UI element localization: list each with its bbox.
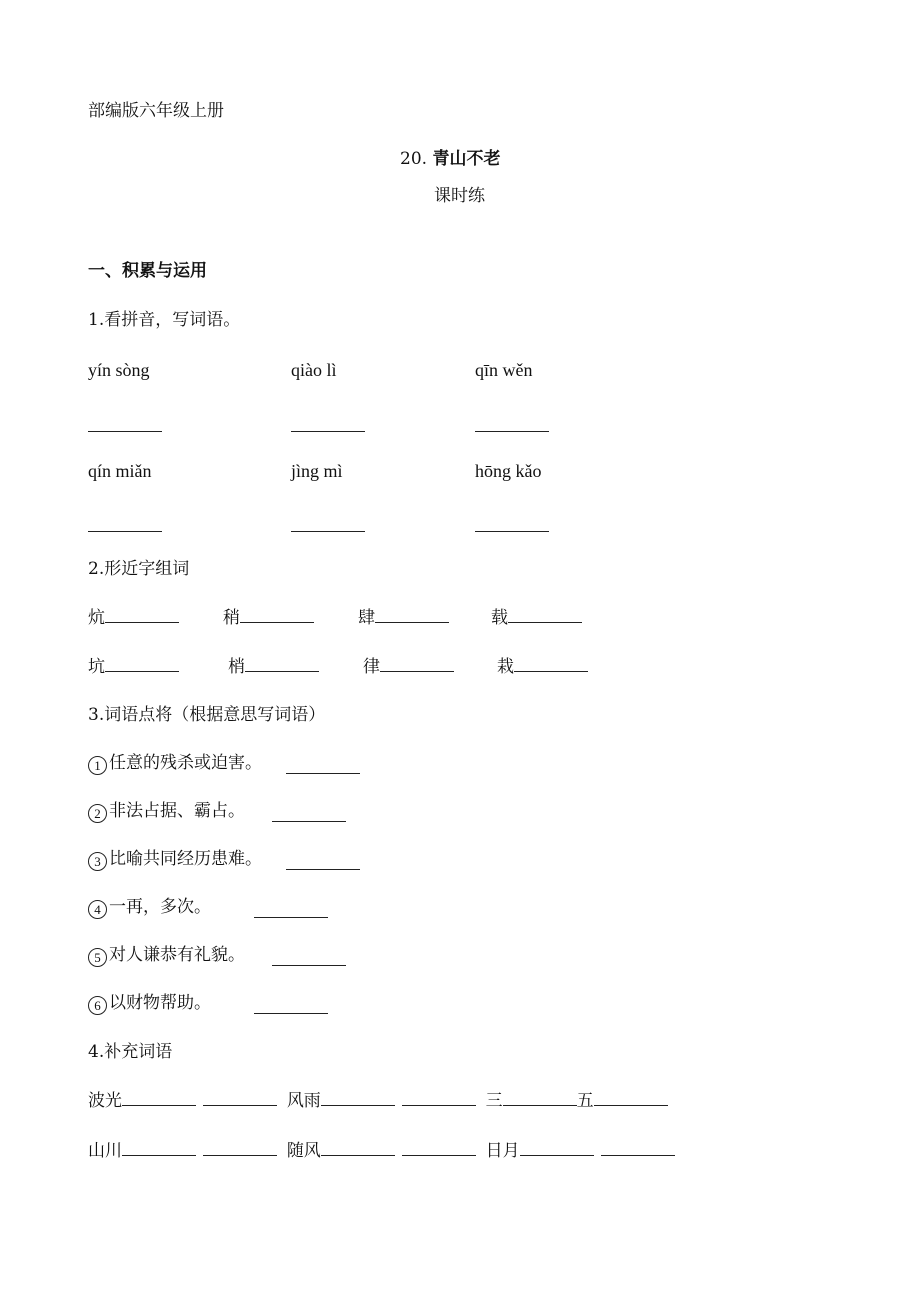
- lesson-name: 青山不老: [432, 149, 501, 169]
- answer-blank[interactable]: [402, 1104, 476, 1106]
- answer-blank[interactable]: [475, 530, 549, 532]
- char-item: 梢: [228, 659, 319, 676]
- answer-blank[interactable]: [291, 430, 365, 432]
- section-heading: 一、积累与运用: [88, 261, 207, 281]
- answer-blank[interactable]: [286, 868, 360, 870]
- char-item: 肆: [358, 610, 449, 627]
- definition-item: 4 一再，多次。: [88, 899, 211, 919]
- definition-item: 6 以财物帮助。: [88, 995, 211, 1015]
- answer-blank[interactable]: [105, 621, 179, 623]
- item-number: 3: [88, 852, 107, 871]
- answer-blank[interactable]: [508, 621, 582, 623]
- char-item: 载: [491, 610, 582, 627]
- answer-blank[interactable]: [105, 670, 179, 672]
- q4-title: 4.补充词语: [88, 1042, 173, 1062]
- answer-blank[interactable]: [520, 1154, 594, 1156]
- answer-blank[interactable]: [503, 1104, 577, 1106]
- answer-blank[interactable]: [321, 1154, 395, 1156]
- answer-blank[interactable]: [594, 1104, 668, 1106]
- answer-blank[interactable]: [88, 430, 162, 432]
- lesson-number: 20.: [400, 149, 428, 169]
- definition-item: 3 比喻共同经历患难。: [88, 851, 262, 871]
- answer-blank[interactable]: [240, 621, 314, 623]
- answer-blank[interactable]: [122, 1154, 196, 1156]
- idiom-row-1: 波光 风雨 三 五: [88, 1093, 668, 1110]
- pinyin-3: qīn wěn: [475, 360, 533, 380]
- answer-blank[interactable]: [254, 1012, 328, 1014]
- answer-blank[interactable]: [321, 1104, 395, 1106]
- item-number: 5: [88, 948, 107, 967]
- answer-blank[interactable]: [245, 670, 319, 672]
- pinyin-6: hōng kǎo: [475, 461, 542, 481]
- item-number: 1: [88, 756, 107, 775]
- answer-blank[interactable]: [286, 772, 360, 774]
- q1-title: 1.看拼音，写词语。: [88, 310, 241, 330]
- item-number: 6: [88, 996, 107, 1015]
- answer-blank[interactable]: [601, 1154, 675, 1156]
- answer-blank[interactable]: [272, 820, 346, 822]
- answer-blank[interactable]: [402, 1154, 476, 1156]
- book-label: 部编版六年级上册: [88, 101, 224, 121]
- answer-blank[interactable]: [380, 670, 454, 672]
- answer-blank[interactable]: [475, 430, 549, 432]
- answer-blank[interactable]: [375, 621, 449, 623]
- answer-blank[interactable]: [203, 1104, 277, 1106]
- q3-title: 3.词语点将（根据意思写词语）: [88, 705, 326, 725]
- answer-blank[interactable]: [254, 916, 328, 918]
- definition-item: 5 对人谦恭有礼貌。: [88, 947, 245, 967]
- answer-blank[interactable]: [88, 530, 162, 532]
- char-item: 律: [363, 659, 454, 676]
- lesson-subtitle: 课时练: [434, 186, 485, 206]
- lesson-title: [400, 151, 500, 168]
- pinyin-2: qiào lì: [291, 360, 337, 380]
- char-item: 栽: [497, 659, 588, 676]
- answer-blank[interactable]: [203, 1154, 277, 1156]
- answer-blank[interactable]: [272, 964, 346, 966]
- definition-item: 2 非法占据、霸占。: [88, 803, 245, 823]
- pinyin-1: yín sòng: [88, 360, 150, 380]
- pinyin-5: jìng mì: [291, 461, 343, 481]
- pinyin-4: qín miǎn: [88, 461, 152, 481]
- idiom-row-2: 山川 随风 日月: [88, 1143, 675, 1160]
- definition-item: 1 任意的残杀或迫害。: [88, 755, 262, 775]
- item-number: 2: [88, 804, 107, 823]
- item-number: 4: [88, 900, 107, 919]
- answer-blank[interactable]: [514, 670, 588, 672]
- answer-blank[interactable]: [122, 1104, 196, 1106]
- q2-title: 2.形近字组词: [88, 559, 190, 579]
- char-item: 稍: [223, 610, 314, 627]
- answer-blank[interactable]: [291, 530, 365, 532]
- char-item: 坑: [88, 659, 179, 676]
- char-item: 炕: [88, 610, 179, 627]
